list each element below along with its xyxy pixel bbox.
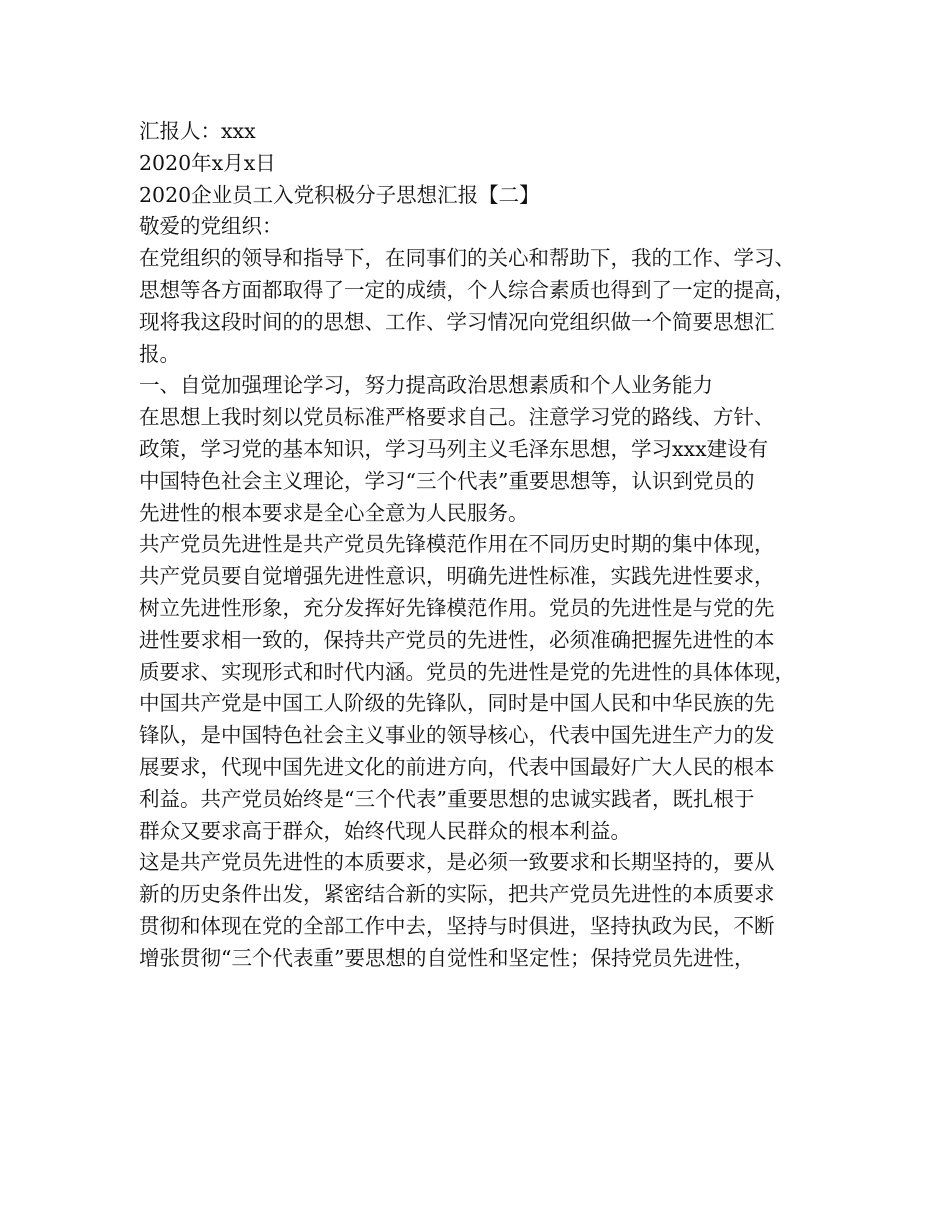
salutation: 敬爱的党组织： bbox=[139, 214, 283, 239]
reporter-line: 汇报人：xxx bbox=[139, 119, 256, 143]
paragraph-line: 锋队，是中国特色社会主义事业的领导核心，代表中国先进生产力的发 bbox=[139, 723, 775, 748]
paragraph-line: 这是共产党员先进性的本质要求，是必须一致要求和长期坚持的，要从 bbox=[139, 850, 775, 875]
paragraph-line: 贯彻和体现在党的全部工作中去，坚持与时俱进，坚持执政为民，不断 bbox=[139, 913, 775, 938]
paragraph-line: 增张贯彻“三个代表重”要思想的自觉性和坚定性；保持党员先进性， bbox=[139, 945, 755, 970]
paragraph-line: 思想等各方面都取得了一定的成绩，个人综合素质也得到了一定的提高， bbox=[139, 277, 795, 302]
paragraph-line: 政策，学习党的基本知识，学习马列主义毛泽东思想，学习xxx建设有 bbox=[139, 436, 769, 461]
paragraph-line: 群众又要求高于群众，始终代现人民群众的根本利益。 bbox=[139, 818, 631, 843]
paragraph-line: 进性要求相一致的，保持共产党员的先进性，必须准确把握先进性的本 bbox=[139, 627, 775, 652]
paragraph-line: 在思想上我时刻以党员标准严格要求自己。注意学习党的路线、方针、 bbox=[139, 405, 775, 430]
section-title: 2020企业员工入党积极分子思想汇报【二】 bbox=[139, 182, 540, 207]
paragraph-line: 现将我这段时间的的思想、工作、学习情况向党组织做一个简要思想汇 bbox=[139, 309, 775, 334]
document-body bbox=[139, 116, 829, 975]
subheading: 一、自觉加强理论学习，努力提高政治思想素质和个人业务能力 bbox=[139, 373, 713, 398]
date-line: 2020年x月x日 bbox=[139, 150, 276, 175]
paragraph-line: 新的历史条件出发，紧密结合新的实际，把共产党员先进性的本质要求 bbox=[139, 882, 775, 907]
paragraph-line: 在党组织的领导和指导下，在同事们的关心和帮助下，我的工作、学习、 bbox=[139, 246, 795, 271]
paragraph-line: 展要求，代现中国先进文化的前进方向，代表中国最好广大人民的根本 bbox=[139, 754, 775, 779]
paragraph-line: 报。 bbox=[139, 341, 180, 366]
paragraph-line: 先进性的根本要求是全心全意为人民服务。 bbox=[139, 500, 529, 525]
paragraph-line: 中国特色社会主义理论，学习“三个代表”重要思想等，认识到党员的 bbox=[139, 468, 755, 493]
paragraph-line: 中国共产党是中国工人阶级的先锋队，同时是中国人民和中华民族的先 bbox=[139, 691, 775, 716]
paragraph-line: 利益。共产党员始终是“三个代表”重要思想的忠诚实践者，既扎根于 bbox=[139, 786, 755, 811]
paragraph-line: 质要求、实现形式和时代内涵。党员的先进性是党的先进性的具体体现， bbox=[139, 659, 795, 684]
paragraph-line: 树立先进性形象，充分发挥好先锋模范作用。党员的先进性是与党的先 bbox=[139, 595, 775, 620]
paragraph-line: 共产党员要自觉增强先进性意识，明确先进性标准，实践先进性要求， bbox=[139, 564, 775, 589]
paragraph-line: 共产党员先进性是共产党员先锋模范作用在不同历史时期的集中体现， bbox=[139, 532, 775, 557]
